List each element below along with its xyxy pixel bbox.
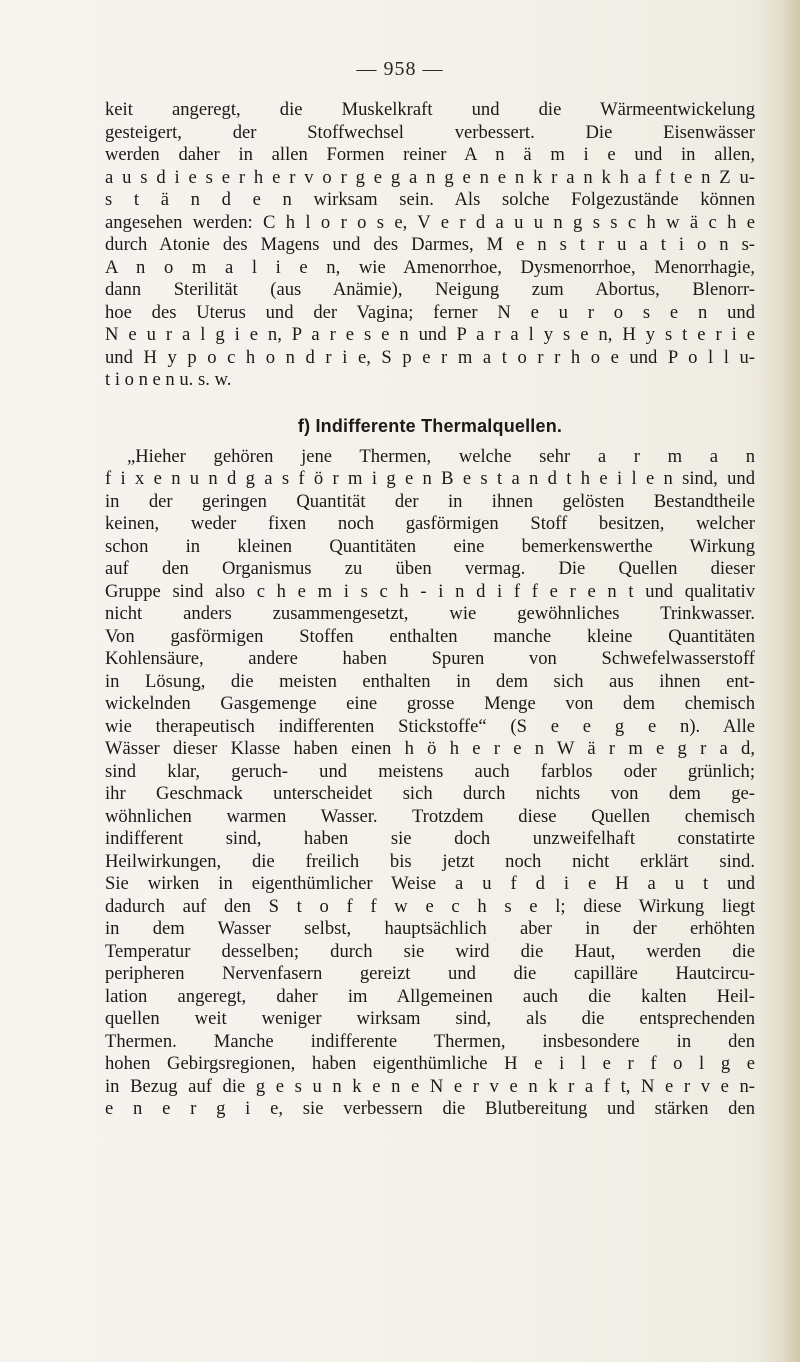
text-line: werden daher in allen Formen reiner A n ä m i e und in allen, [105,144,755,165]
text-line: indifferent sind, haben sie doch unzweifelhaft constatirte [105,828,755,849]
text-line: in Lösung, die meisten enthalten in dem sich aus ihnen ent- [105,670,755,692]
text-line: t i o n e n u. s. w. [105,369,232,390]
text-line: nicht anders zusammengesetzt, wie gewöhnliches Trinkwasser. [105,603,755,624]
text-line: wöhnlichen warmen Wasser. Trotzdem diese Quellen chemisch [105,805,755,827]
text-line: f i x e n u n d g a s f ö r m i g e n B e s t a n d t h e i l e n sind, und [105,468,755,489]
text-line: hoe des Uterus und der Vagina; ferner N e u r o s e n und [105,301,755,323]
section-heading: f) Indifferente Thermalquellen. [297,415,563,436]
text-line: s t ä n d e n wirksam sein. Als solche Folgezustände können [105,189,755,210]
text-line: Temperatur desselben; durch sie wird die Haut, werden die [105,940,755,962]
text-line: Sie wirken in eigenthümlicher Weise a u f d i e H a u t und [105,873,755,894]
text-line: N e u r a l g i e n, P a r e s e n und P a r a l y s e n, H y s t e r i e [105,324,755,345]
text-line: und H y p o c h o n d r i e, S p e r m a t o r r h o e und P o l l u- [105,346,755,368]
text-line: peripheren Nervenfasern gereizt und die capilläre Hautcircu- [105,963,755,984]
text-line: in Bezug auf die g e s u n k e n e N e r v e n k r a f t, N e r v e n- [105,1075,755,1097]
text-line: ihr Geschmack unterscheidet sich durch nichts von dem ge- [105,783,755,804]
text-line: A n o m a l i e n, wie Amenorrhoe, Dysmenorrhoe, Menorrhagie, [105,256,755,278]
text-line: Kohlensäure, andere haben Spuren von Schwefelwasserstoff [105,648,755,669]
text-line: Von gasförmigen Stoffen enthalten manche kleine Quantitäten [105,625,755,647]
text-line: dann Sterilität (aus Anämie), Neigung zum Abortus, Blenorr- [105,279,755,300]
text-line: hohen Gebirgsregionen, haben eigenthümliche H e i l e r f o l g e [105,1053,755,1074]
text-line: sind klar, geruch- und meistens auch farblos oder grünlich; [105,760,755,782]
text-line: lation angeregt, daher im Allgemeinen auch die kalten Heil- [105,985,755,1007]
paragraph-2 [105,446,755,1121]
text-line: keinen, weder fixen noch gasförmigen Stoff besitzen, welcher [105,513,755,534]
text-line: Gruppe sind also c h e m i s c h - i n d i f f e r e n t und qualitativ [105,580,755,602]
text-line: quellen weit weniger wirksam sind, als die entsprechenden [105,1008,755,1029]
text-line: Heilwirkungen, die freilich bis jetzt noch nicht erklärt sind. [105,850,755,872]
text-line: in der geringen Quantität der in ihnen gelösten Bestandtheile [105,490,755,512]
text-line: gesteigert, der Stoffwechsel verbessert. Die Eisenwässer [105,121,755,143]
text-line: Thermen. Manche indifferente Thermen, insbesondere in den [105,1030,755,1052]
text-line: auf den Organismus zu üben vermag. Die Quellen dieser [105,558,755,579]
text-line: schon in kleinen Quantitäten eine bemerkenswerthe Wirkung [105,535,755,557]
text-line: wickelnden Gasgemenge eine grosse Menge von dem chemisch [105,693,755,714]
text-line: durch Atonie des Magens und des Darmes, M e n s t r u a t i o n s- [105,234,755,255]
text-line: Wässer dieser Klasse haben einen h ö h e r e n W ä r m e g r a d, [105,738,755,759]
text-line: dadurch auf den S t o f f w e c h s e l; diese Wirkung liegt [105,895,755,917]
text-line: e n e r g i e, sie verbessern die Blutbereitung und stärken den [105,1098,755,1119]
page-edge-shadow [758,0,800,1362]
text-line: „Hieher gehören jene Thermen, welche sehr a r m a n [127,445,755,467]
text-line: in dem Wasser selbst, hauptsächlich aber in der erhöhten [105,918,755,939]
text-line: wie therapeutisch indifferenten Stickstoffe“ (S e e g e n). Alle [105,715,755,737]
text-line: a u s d i e s e r h e r v o r g e g a n g e n e n k r a n k h a f t e n Z u- [105,166,755,188]
paragraph-1 [105,99,755,392]
text-block [105,99,755,1121]
page-number: — 958 — [356,58,444,80]
text-line: angesehen werden: C h l o r o s e, V e r d a u u n g s s c h w ä c h e [105,211,755,233]
text-line: keit angeregt, die Muskelkraft und die Wärmeentwickelung [105,99,755,120]
